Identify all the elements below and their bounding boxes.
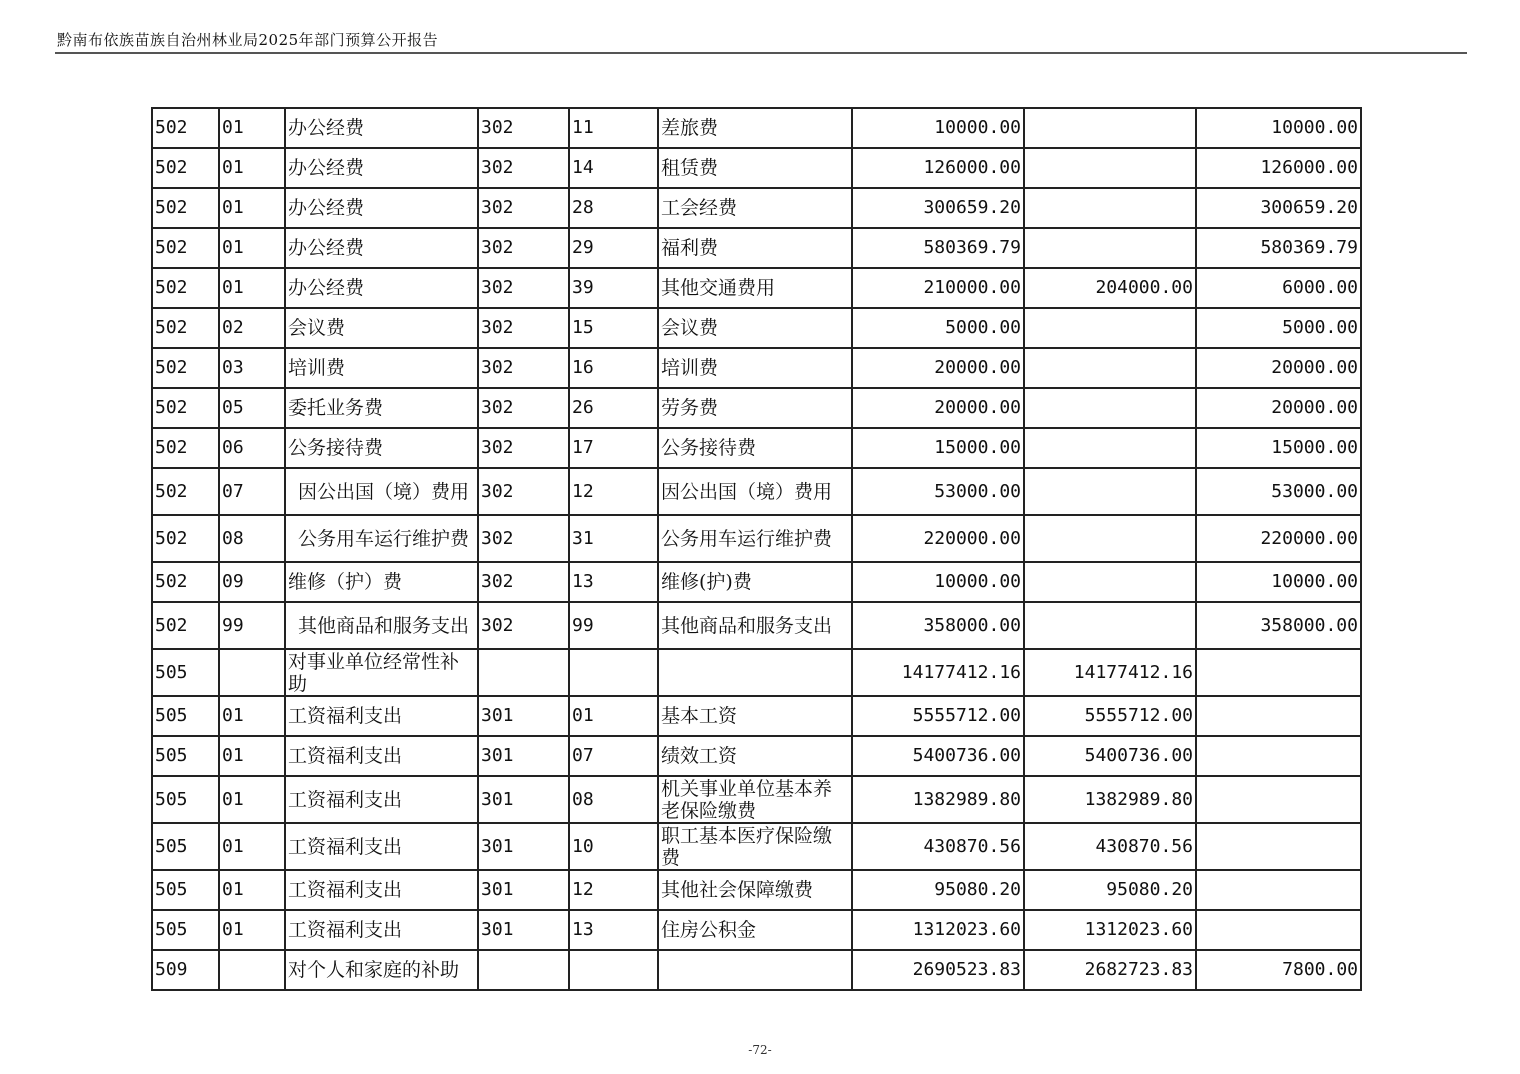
- func-subject-name: 维修（护）费: [285, 562, 478, 602]
- table-row: [152, 696, 1361, 736]
- total-amount: 210000.00: [852, 268, 1024, 308]
- func-class-code: 505: [152, 870, 219, 910]
- func-subject-name: 公务接待费: [285, 428, 478, 468]
- basic-expenditure: 5400736.00: [1024, 736, 1196, 776]
- project-expenditure: 6000.00: [1196, 268, 1361, 308]
- econ-item-code: 12: [569, 468, 658, 515]
- func-subject-name: 工资福利支出: [285, 696, 478, 736]
- table-row: [152, 515, 1361, 562]
- econ-item-code: 13: [569, 562, 658, 602]
- func-subject-name: 委托业务费: [285, 388, 478, 428]
- table-row: [152, 348, 1361, 388]
- table-row: [152, 428, 1361, 468]
- econ-class-code: 302: [478, 108, 569, 148]
- econ-item-code: 11: [569, 108, 658, 148]
- total-amount: 20000.00: [852, 348, 1024, 388]
- project-expenditure: 7800.00: [1196, 950, 1361, 990]
- econ-class-code: 301: [478, 870, 569, 910]
- econ-item-code: 12: [569, 870, 658, 910]
- basic-expenditure: [1024, 308, 1196, 348]
- total-amount: 5555712.00: [852, 696, 1024, 736]
- total-amount: 580369.79: [852, 228, 1024, 268]
- econ-subject-name: 机关事业单位基本养老保险缴费: [658, 776, 852, 823]
- func-class-code: 502: [152, 348, 219, 388]
- table-row: [152, 308, 1361, 348]
- total-amount: 1312023.60: [852, 910, 1024, 950]
- func-subject-name: 工资福利支出: [285, 776, 478, 823]
- basic-expenditure: [1024, 108, 1196, 148]
- project-expenditure: 300659.20: [1196, 188, 1361, 228]
- total-amount: 430870.56: [852, 823, 1024, 870]
- basic-expenditure: 1312023.60: [1024, 910, 1196, 950]
- econ-subject-name: 基本工资: [658, 696, 852, 736]
- table-row: [152, 108, 1361, 148]
- func-subject-name: 办公经费: [285, 108, 478, 148]
- econ-item-code: 08: [569, 776, 658, 823]
- econ-item-code: [569, 649, 658, 696]
- total-amount: 15000.00: [852, 428, 1024, 468]
- func-item-code: 01: [219, 108, 285, 148]
- econ-item-code: 29: [569, 228, 658, 268]
- func-subject-name: 工资福利支出: [285, 910, 478, 950]
- func-item-code: 99: [219, 602, 285, 649]
- total-amount: 358000.00: [852, 602, 1024, 649]
- econ-item-code: 15: [569, 308, 658, 348]
- func-class-code: 502: [152, 602, 219, 649]
- func-subject-name: 会议费: [285, 308, 478, 348]
- table-row: [152, 148, 1361, 188]
- header-divider: [55, 52, 1467, 54]
- econ-subject-name: 职工基本医疗保险缴费: [658, 823, 852, 870]
- econ-subject-name: 会议费: [658, 308, 852, 348]
- econ-class-code: 301: [478, 776, 569, 823]
- table-row: [152, 649, 1361, 696]
- func-class-code: 505: [152, 649, 219, 696]
- func-subject-name: 办公经费: [285, 268, 478, 308]
- project-expenditure: 126000.00: [1196, 148, 1361, 188]
- econ-item-code: 26: [569, 388, 658, 428]
- func-class-code: 502: [152, 468, 219, 515]
- project-expenditure: 53000.00: [1196, 468, 1361, 515]
- table-row: [152, 188, 1361, 228]
- basic-expenditure: 5555712.00: [1024, 696, 1196, 736]
- project-expenditure: 10000.00: [1196, 108, 1361, 148]
- basic-expenditure: [1024, 188, 1196, 228]
- project-expenditure: [1196, 776, 1361, 823]
- basic-expenditure: 1382989.80: [1024, 776, 1196, 823]
- func-item-code: 01: [219, 148, 285, 188]
- project-expenditure: [1196, 823, 1361, 870]
- func-item-code: 01: [219, 268, 285, 308]
- project-expenditure: 10000.00: [1196, 562, 1361, 602]
- budget-table-body: [152, 108, 1361, 990]
- econ-subject-name: 住房公积金: [658, 910, 852, 950]
- econ-subject-name: [658, 950, 852, 990]
- total-amount: 300659.20: [852, 188, 1024, 228]
- func-item-code: 08: [219, 515, 285, 562]
- econ-class-code: 302: [478, 428, 569, 468]
- basic-expenditure: [1024, 428, 1196, 468]
- econ-item-code: [569, 950, 658, 990]
- func-item-code: 05: [219, 388, 285, 428]
- econ-item-code: 99: [569, 602, 658, 649]
- econ-item-code: 07: [569, 736, 658, 776]
- func-item-code: 01: [219, 696, 285, 736]
- func-class-code: 502: [152, 388, 219, 428]
- total-amount: 10000.00: [852, 562, 1024, 602]
- func-subject-name: 工资福利支出: [285, 736, 478, 776]
- func-subject-name: 其他商品和服务支出: [285, 602, 478, 649]
- table-row: [152, 228, 1361, 268]
- func-item-code: 01: [219, 823, 285, 870]
- econ-subject-name: 差旅费: [658, 108, 852, 148]
- func-subject-name: 因公出国（境）费用: [285, 468, 478, 515]
- func-subject-name: 对个人和家庭的补助: [285, 950, 478, 990]
- econ-class-code: 302: [478, 148, 569, 188]
- func-class-code: 509: [152, 950, 219, 990]
- econ-item-code: 17: [569, 428, 658, 468]
- total-amount: 14177412.16: [852, 649, 1024, 696]
- func-item-code: 03: [219, 348, 285, 388]
- econ-class-code: 302: [478, 308, 569, 348]
- func-item-code: [219, 950, 285, 990]
- func-class-code: 502: [152, 148, 219, 188]
- econ-subject-name: 维修(护)费: [658, 562, 852, 602]
- econ-subject-name: 其他社会保障缴费: [658, 870, 852, 910]
- basic-expenditure: [1024, 468, 1196, 515]
- func-subject-name: 工资福利支出: [285, 870, 478, 910]
- econ-class-code: 302: [478, 228, 569, 268]
- func-item-code: 06: [219, 428, 285, 468]
- basic-expenditure: 14177412.16: [1024, 649, 1196, 696]
- project-expenditure: 15000.00: [1196, 428, 1361, 468]
- func-item-code: 01: [219, 870, 285, 910]
- econ-class-code: 302: [478, 388, 569, 428]
- func-class-code: 502: [152, 228, 219, 268]
- econ-item-code: 01: [569, 696, 658, 736]
- func-item-code: [219, 649, 285, 696]
- econ-subject-name: 培训费: [658, 348, 852, 388]
- func-item-code: 09: [219, 562, 285, 602]
- total-amount: 10000.00: [852, 108, 1024, 148]
- page-number: -72-: [748, 1043, 772, 1057]
- func-subject-name: 办公经费: [285, 188, 478, 228]
- econ-subject-name: 其他交通费用: [658, 268, 852, 308]
- econ-subject-name: 公务接待费: [658, 428, 852, 468]
- table-row: [152, 602, 1361, 649]
- func-item-code: 01: [219, 188, 285, 228]
- econ-item-code: 14: [569, 148, 658, 188]
- func-class-code: 502: [152, 108, 219, 148]
- econ-subject-name: [658, 649, 852, 696]
- table-row: [152, 562, 1361, 602]
- basic-expenditure: 95080.20: [1024, 870, 1196, 910]
- project-expenditure: 20000.00: [1196, 348, 1361, 388]
- basic-expenditure: 2682723.83: [1024, 950, 1196, 990]
- basic-expenditure: [1024, 602, 1196, 649]
- func-subject-name: 工资福利支出: [285, 823, 478, 870]
- econ-subject-name: 因公出国（境）费用: [658, 468, 852, 515]
- total-amount: 220000.00: [852, 515, 1024, 562]
- econ-class-code: 302: [478, 468, 569, 515]
- func-class-code: 502: [152, 428, 219, 468]
- total-amount: 20000.00: [852, 388, 1024, 428]
- func-item-code: 01: [219, 776, 285, 823]
- project-expenditure: [1196, 870, 1361, 910]
- basic-expenditure: 430870.56: [1024, 823, 1196, 870]
- econ-item-code: 28: [569, 188, 658, 228]
- func-class-code: 502: [152, 308, 219, 348]
- basic-expenditure: [1024, 388, 1196, 428]
- project-expenditure: 358000.00: [1196, 602, 1361, 649]
- func-item-code: 01: [219, 736, 285, 776]
- basic-expenditure: [1024, 348, 1196, 388]
- econ-subject-name: 福利费: [658, 228, 852, 268]
- func-class-code: 502: [152, 515, 219, 562]
- econ-class-code: 301: [478, 910, 569, 950]
- econ-class-code: 301: [478, 823, 569, 870]
- func-subject-name: 公务用车运行维护费: [285, 515, 478, 562]
- project-expenditure: [1196, 736, 1361, 776]
- econ-item-code: 13: [569, 910, 658, 950]
- total-amount: 95080.20: [852, 870, 1024, 910]
- total-amount: 5400736.00: [852, 736, 1024, 776]
- table-row: [152, 950, 1361, 990]
- total-amount: 1382989.80: [852, 776, 1024, 823]
- econ-class-code: 302: [478, 188, 569, 228]
- total-amount: 53000.00: [852, 468, 1024, 515]
- func-class-code: 502: [152, 562, 219, 602]
- project-expenditure: [1196, 910, 1361, 950]
- project-expenditure: [1196, 696, 1361, 736]
- econ-class-code: [478, 950, 569, 990]
- table-row: [152, 823, 1361, 870]
- econ-subject-name: 劳务费: [658, 388, 852, 428]
- econ-subject-name: 公务用车运行维护费: [658, 515, 852, 562]
- report-title: 黔南布依族苗族自治州林业局2025年部门预算公开报告: [57, 31, 439, 49]
- econ-item-code: 39: [569, 268, 658, 308]
- table-row: [152, 388, 1361, 428]
- total-amount: 5000.00: [852, 308, 1024, 348]
- func-item-code: 01: [219, 228, 285, 268]
- econ-class-code: 302: [478, 562, 569, 602]
- table-row: [152, 870, 1361, 910]
- basic-expenditure: [1024, 148, 1196, 188]
- econ-subject-name: 工会经费: [658, 188, 852, 228]
- econ-class-code: 301: [478, 736, 569, 776]
- econ-class-code: 301: [478, 696, 569, 736]
- func-class-code: 505: [152, 910, 219, 950]
- func-class-code: 502: [152, 188, 219, 228]
- func-subject-name: 培训费: [285, 348, 478, 388]
- econ-class-code: 302: [478, 268, 569, 308]
- econ-item-code: 16: [569, 348, 658, 388]
- table-row: [152, 910, 1361, 950]
- econ-class-code: 302: [478, 348, 569, 388]
- budget-table: [151, 107, 1362, 991]
- project-expenditure: 580369.79: [1196, 228, 1361, 268]
- basic-expenditure: [1024, 515, 1196, 562]
- econ-subject-name: 其他商品和服务支出: [658, 602, 852, 649]
- func-class-code: 502: [152, 268, 219, 308]
- econ-class-code: [478, 649, 569, 696]
- project-expenditure: 220000.00: [1196, 515, 1361, 562]
- total-amount: 126000.00: [852, 148, 1024, 188]
- econ-item-code: 10: [569, 823, 658, 870]
- func-class-code: 505: [152, 696, 219, 736]
- func-class-code: 505: [152, 823, 219, 870]
- func-item-code: 01: [219, 910, 285, 950]
- econ-class-code: 302: [478, 602, 569, 649]
- table-row: [152, 268, 1361, 308]
- econ-subject-name: 绩效工资: [658, 736, 852, 776]
- func-item-code: 02: [219, 308, 285, 348]
- project-expenditure: 5000.00: [1196, 308, 1361, 348]
- func-item-code: 07: [219, 468, 285, 515]
- basic-expenditure: 204000.00: [1024, 268, 1196, 308]
- project-expenditure: 20000.00: [1196, 388, 1361, 428]
- func-subject-name: 对事业单位经常性补助: [285, 649, 478, 696]
- table-row: [152, 468, 1361, 515]
- table-row: [152, 776, 1361, 823]
- econ-subject-name: 租赁费: [658, 148, 852, 188]
- func-class-code: 505: [152, 776, 219, 823]
- func-subject-name: 办公经费: [285, 148, 478, 188]
- basic-expenditure: [1024, 228, 1196, 268]
- basic-expenditure: [1024, 562, 1196, 602]
- total-amount: 2690523.83: [852, 950, 1024, 990]
- func-subject-name: 办公经费: [285, 228, 478, 268]
- table-row: [152, 736, 1361, 776]
- project-expenditure: [1196, 649, 1361, 696]
- econ-item-code: 31: [569, 515, 658, 562]
- econ-class-code: 302: [478, 515, 569, 562]
- func-class-code: 505: [152, 736, 219, 776]
